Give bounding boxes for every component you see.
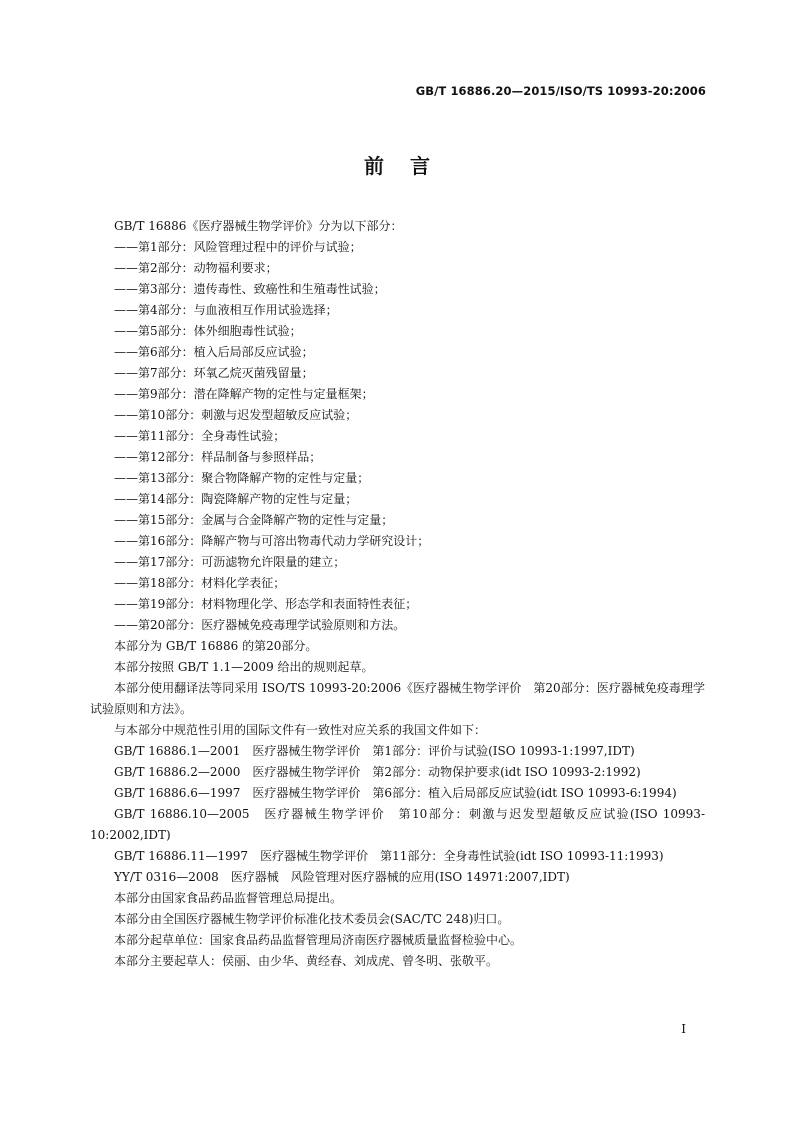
page-number: I	[681, 1022, 686, 1036]
part-item: ——第7部分：环氧乙烷灭菌残留量；	[114, 366, 314, 380]
reference-item: GB/T 16886.1—2001 医疗器械生物学评价 第1部分：评价与试验(ISO 10993-1:1997,IDT)	[114, 744, 635, 758]
part-item: ——第5部分：体外细胞毒性试验；	[114, 324, 302, 338]
part-item: ——第14部分：陶瓷降解产物的定性与定量；	[114, 492, 358, 506]
foreword-body	[90, 216, 705, 972]
part-item: ——第16部分：降解产物与可溶出物毒代动力学研究设计；	[114, 534, 430, 548]
part-item: ——第3部分：遗传毒性、致癌性和生殖毒性试验；	[114, 282, 386, 296]
part-item: ——第10部分：刺激与迟发型超敏反应试验；	[114, 408, 358, 422]
page-title: 前言	[364, 154, 456, 178]
translation-note: 本部分使用翻译法等同采用 ISO/TS 10993-20:2006《医疗器械生物学评价 第20部分：医疗器械免疫毒理学试验原则和方法》。	[90, 681, 705, 716]
correspondence-intro: 与本部分中规范性引用的国际文件有一致性对应关系的我国文件如下：	[114, 723, 487, 737]
part-item: ——第13部分：聚合物降解产物的定性与定量；	[114, 471, 370, 485]
reference-item: GB/T 16886.11—1997 医疗器械生物学评价 第11部分：全身毒性试验(idt ISO 10993-11:1993)	[114, 849, 664, 863]
statement-line: 本部分为 GB/T 16886 的第20部分。	[114, 639, 318, 653]
part-item: ——第17部分：可沥滤物允许限量的建立；	[114, 555, 346, 569]
part-item: ——第12部分：样品制备与参照样品；	[114, 450, 322, 464]
reference-item: GB/T 16886.6—1997 医疗器械生物学评价 第6部分：植入后局部反应试验(idt ISO 10993-6:1994)	[114, 786, 677, 800]
part-item: ——第11部分：全身毒性试验；	[114, 429, 286, 443]
part-item: ——第1部分：风险管理过程中的评价与试验；	[114, 240, 362, 254]
part-item: ——第9部分：潜在降解产物的定性与定量框架；	[114, 387, 374, 401]
part-item: ——第18部分：材料化学表征；	[114, 576, 286, 590]
closing-line: 本部分主要起草人：侯丽、由少华、黄经春、刘成虎、曾冬明、张敬平。	[114, 954, 499, 968]
part-item: ——第4部分：与血液相互作用试验选择；	[114, 303, 338, 317]
reference-item: GB/T 16886.2—2000 医疗器械生物学评价 第2部分：动物保护要求(idt ISO 10993-2:1992)	[114, 765, 641, 779]
closing-line: 本部分由国家食品药品监督管理总局提出。	[114, 891, 343, 905]
part-item: ——第2部分：动物福利要求；	[114, 261, 278, 275]
intro-line: GB/T 16886《医疗器械生物学评价》分为以下部分：	[114, 219, 403, 233]
reference-item: YY/T 0316—2008 医疗器械 风险管理对医疗器械的应用(ISO 14971:2007,IDT)	[114, 870, 570, 884]
part-item: ——第20部分：医疗器械免疫毒理学试验原则和方法。	[114, 618, 406, 632]
statement-line: 本部分按照 GB/T 1.1—2009 给出的规则起草。	[114, 660, 374, 674]
part-item: ——第19部分：材料物理化学、形态学和表面特性表征；	[114, 597, 418, 611]
closing-line: 本部分起草单位：国家食品药品监督管理局济南医疗器械质量监督检验中心。	[114, 933, 523, 947]
standard-code-header: GB/T 16886.20—2015/ISO/TS 10993-20:2006	[415, 84, 706, 98]
part-item: ——第6部分：植入后局部反应试验；	[114, 345, 314, 359]
part-item: ——第15部分：金属与合金降解产物的定性与定量；	[114, 513, 394, 527]
reference-item: GB/T 16886.10—2005 医疗器械生物学评价 第10部分：刺激与迟发型超敏反应试验(ISO 10993-10:2002,IDT)	[90, 807, 705, 842]
closing-line: 本部分由全国医疗器械生物学评价标准化技术委员会(SAC/TC 248)归口。	[114, 912, 510, 926]
